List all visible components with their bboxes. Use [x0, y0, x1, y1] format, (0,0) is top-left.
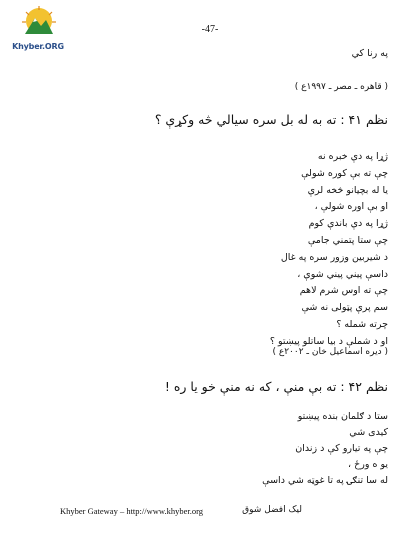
source-note-1: ( قاهره ـ مصر ـ ۱۹۹۷ع )	[294, 82, 388, 92]
poem-line: کيدی شي	[349, 427, 388, 438]
closing-line: په رنا کي	[351, 48, 388, 59]
poem-42-body	[262, 409, 388, 489]
footer-website-link[interactable]: Khyber Gateway – http://www.khyber.org	[60, 506, 204, 516]
poem-line: له سا تنګۍ په تا غوټه شي داسې	[262, 475, 388, 486]
poem-line: ستا د ګلمان بنده پيښتو	[297, 411, 388, 422]
poem-line: چې ته اوس شرم لاهم	[299, 285, 388, 297]
poem-line: چې ستا پتمني جامې	[307, 234, 388, 246]
poem-line: يو ه ورځ ،	[348, 459, 388, 470]
poem-line: چرته شمله ؟	[336, 318, 388, 330]
poem-line: ژړا په دې باندې کوم	[308, 218, 388, 230]
poem-41-body	[270, 149, 388, 351]
poem-line: داسې پيني پيني شوې ،	[297, 268, 388, 280]
poem-line: او د شملې د بيا ساتلو پيښتو ؟	[269, 335, 388, 347]
poem-line: يا له بچيانو څخه لرې	[307, 184, 388, 196]
poem-heading-42: نظم ۴۲ : ته بې منې ، که نه منې خو يا ره !	[164, 379, 388, 394]
poem-line: د شيربين وزور سره په غال	[280, 251, 388, 263]
poem-heading-41: نظم ۴۱ : ته به له بل سره سيالي څه وکړې ؟	[154, 112, 388, 127]
page-number: -47-	[201, 24, 219, 35]
poem-line: ژړا په دې خبره نه	[317, 151, 388, 162]
poem-line: چې په تيارو کې د زندان	[295, 443, 388, 454]
logo-text: Khyber.ORG	[12, 42, 64, 51]
source-note-2: ( ديره اسماعيل خان ـ ۲۰۰۲ع )	[272, 347, 388, 357]
poem-line: چې ته بې کوره شولې	[301, 167, 388, 179]
footer-author: ليک افضل شوق	[242, 505, 302, 515]
poem-line: او بې اوره شولې ،	[314, 201, 388, 213]
poem-line: سم پرې پټولی نه شې	[301, 302, 388, 314]
